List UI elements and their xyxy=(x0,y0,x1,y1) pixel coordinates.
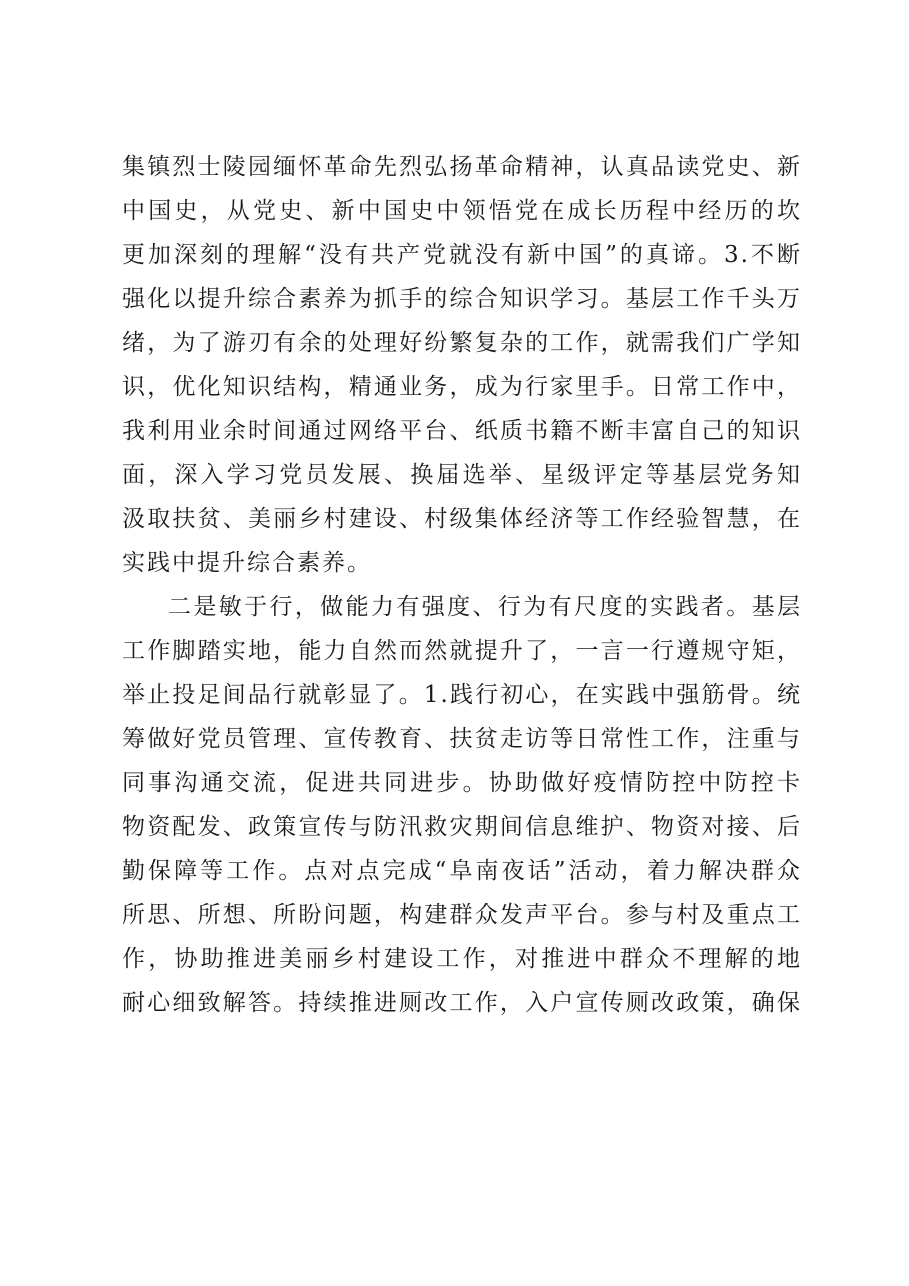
text-line: 汲取扶贫、美丽乡村建设、村级集体经济等工作经验智慧，在 xyxy=(122,506,802,532)
text-line: 我利用业余时间通过网络平台、纸质书籍不断丰富自己的知识 xyxy=(122,418,802,444)
text-line: 面，深入学习党员发展、换届选举、星级评定等基层党务知 xyxy=(122,462,802,488)
text-line: 同事沟通交流，促进共同进步。协助做好疫情防控中防控卡 xyxy=(122,770,802,796)
paragraph-2 xyxy=(122,585,802,1025)
text-line: 识，优化知识结构，精通业务，成为行家里手。日常工作中， xyxy=(122,374,802,400)
text-line: 勤保障等工作。点对点完成“阜南夜话”活动，着力解决群众 xyxy=(122,858,802,884)
text-line: 强化以提升综合素养为抓手的综合知识学习。基层工作千头万 xyxy=(122,286,802,312)
text-line-first: 二是敏于行，做能力有强度、行为有尺度的实践者。基层 xyxy=(168,594,802,620)
text-line: 耐心细致解答。持续推进厕改工作，入户宣传厕改政策，确保 xyxy=(122,990,802,1016)
text-line: 更加深刻的理解“没有共产党就没有新中国”的真谛。3.不断 xyxy=(122,242,802,268)
paragraph-1 xyxy=(122,145,802,585)
text-line: 中国史，从党史、新中国史中领悟党在成长历程中经历的坎 xyxy=(122,198,802,224)
text-line-last: 实践中提升综合素养。 xyxy=(122,550,372,576)
text-line: 作，协助推进美丽乡村建设工作，对推进中群众不理解的地 xyxy=(122,946,802,972)
body-text xyxy=(122,145,802,1025)
text-line: 集镇烈士陵园缅怀革命先烈弘扬革命精神，认真品读党史、新 xyxy=(122,154,802,180)
text-line: 物资配发、政策宣传与防汛救灾期间信息维护、物资对接、后 xyxy=(122,814,802,840)
text-line: 举止投足间品行就彰显了。1.践行初心，在实践中强筋骨。统 xyxy=(122,682,802,708)
text-line: 所思、所想、所盼问题，构建群众发声平台。参与村及重点工 xyxy=(122,902,802,928)
text-line: 工作脚踏实地，能力自然而然就提升了，一言一行遵规守矩， xyxy=(122,638,802,664)
text-line: 绪，为了游刃有余的处理好纷繁复杂的工作，就需我们广学知 xyxy=(122,330,802,356)
text-line: 筹做好党员管理、宣传教育、扶贫走访等日常性工作，注重与 xyxy=(122,726,802,752)
